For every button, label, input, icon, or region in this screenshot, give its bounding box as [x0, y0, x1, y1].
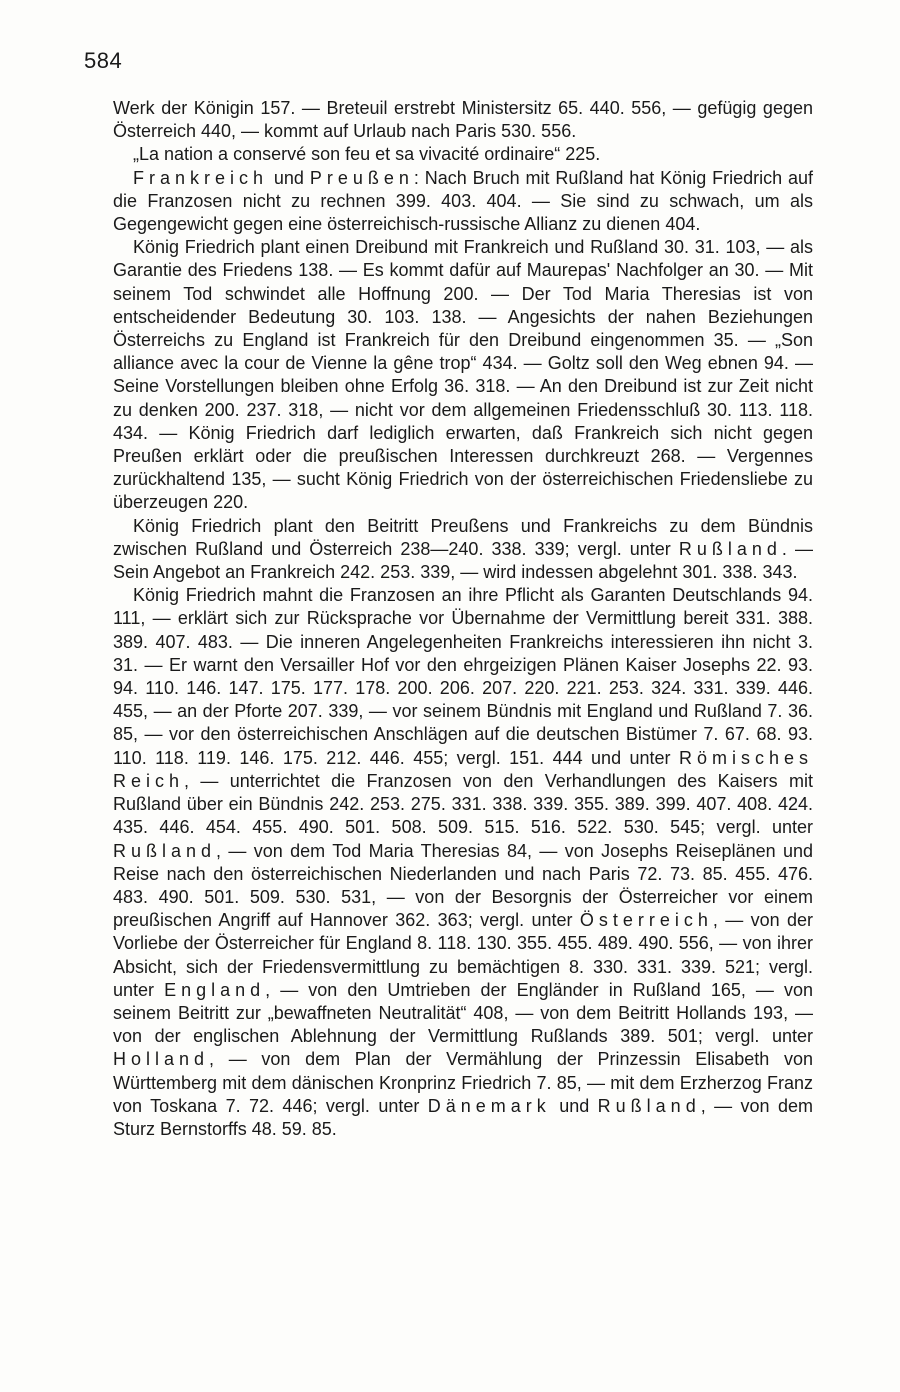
index-body-text: [113, 97, 813, 1141]
text-run: König Friedrich plant einen Dreibund mit Frankreich und Rußland 30. 31. 103, — als Garantie des Friedens 138. — Es kommt dafür auf Maurepas' Nachfolger an 30. — Mit seinem Tod schwindet alle Hoffnung 200. — Der Tod Maria Theresias ist von entscheidender Bedeutung 30. 103. 138. — Angesichts der nahen Beziehungen Österreichs zu England ist Frankreich für den Dreibund eingenommen 35. — „Son alliance avec la cour de Vienne la gêne trop“ 434. — Goltz soll den Weg ebnen 94. — Seine Vorstellungen bleiben ohne Erfolg 36. 318. — An den Dreibund ist zur Zeit nicht zu denken 200. 237. 318, — nicht vor dem allgemeinen Friedensschluß 30. 113. 118. 434. — König Friedrich darf lediglich erwarten, daß Frankreich sich nicht gegen Preußen erklärt oder die preußischen Interessen durchkreuzt 268. — Vergennes zurückhaltend 135, — sucht König Friedrich von der österreichischen Friedensliebe zu überzeugen 220.: [113, 237, 813, 513]
index-paragraph: [113, 515, 813, 585]
text-run: , — von der Vorliebe der Österreicher für England 8. 118. 130. 355. 455. 489. 490. 556, — von ihrer Absicht, sich der Friedensvermittlung zu bemächtigen 8. 330. 331. 339. 521; vergl. unter: [113, 910, 813, 1000]
index-paragraph: [113, 167, 813, 237]
text-run: , — von den Umtrieben der Engländer in Rußland 165, — von seinem Beitritt zur „bewaffneten Neutralität“ 408, — von dem Beitritt Hollands 193, — von der englischen Ablehnung der Vermittlung Rußlands 389. 501; vergl. unter: [113, 979, 814, 1047]
text-run: , — von dem Plan der Vermählung der Prinzessin Elisabeth von Württemberg mit dem dänischen Kronprinz Friedrich 7. 85, — mit dem Erzherzog Franz von Toskana 7. 72. 446; vergl. unter: [113, 1049, 813, 1116]
spaced-keyword: Rußland: [597, 1095, 701, 1116]
spaced-keyword: Preußen: [309, 167, 414, 188]
spaced-keyword: Frankreich: [133, 167, 269, 188]
text-run: , — unterrichtet die Franzosen von den Verhandlungen des Kaisers mit Rußland über ein Bündnis 242. 253. 275. 331. 338. 339. 355. 389. 399. 407. 408. 424. 435. 446. 454. 455. 490. 501. 508. 509. 515. 516. 522. 530. 545; vergl. unter: [113, 770, 813, 838]
text-run: : Nach Bruch mit Rußland hat König Friedrich auf die Franzosen nicht zu rechnen 399. 403. 404. — Sie sind zu schwach, um als Gegengewicht gegen eine österreichisch-russische Allianz zu dienen 404.: [113, 167, 813, 235]
spaced-keyword: Rußland: [113, 840, 217, 861]
spaced-keyword: England: [164, 979, 266, 1000]
index-paragraph: [113, 584, 813, 1141]
text-run: König Friedrich mahnt die Franzosen an ihre Pflicht als Garanten Deutschlands 94. 111, — erklärt sich zur Rücksprache vor Übernahme der Vermittlung bereit 331. 388. 389. 407. 483. — Die inneren Angelegenheiten Frankreichs interessieren ihn nicht 3. 31. — Er warnt den Versailler Hof vor den ehrgeizigen Plänen Kaiser Josephs 22. 93. 94. 110. 146. 147. 175. 177. 178. 200. 206. 207. 220. 221. 253. 324. 331. 339. 446. 455, — an der Pforte 207. 339, — vor seinem Bündnis mit England und Rußland 7. 36. 85, — vor den österreichischen Anschlägen auf die deutschen Bistümer 7. 67. 68. 93. 110. 118. 119. 146. 175. 212. 446. 455; vergl. 151. 444 und unter: [113, 585, 813, 768]
index-paragraph: [113, 97, 813, 143]
text-run: und: [550, 1095, 598, 1116]
spaced-keyword: Rußland: [678, 538, 782, 559]
text-run: König Friedrich plant den Beitritt Preußens und Frankreichs zu dem Bündnis zwischen Rußland und Österreich 238—240. 338. 339; vergl. unter: [113, 515, 813, 559]
text-run: . — Sein Angebot an Frankreich 242. 253. 339, — wird indessen abgelehnt 301. 338. 343.: [113, 538, 813, 583]
spaced-keyword: Österreich: [579, 910, 713, 931]
text-run: , — von dem Tod Maria Theresias 84, — von Josephs Reiseplänen und Reise nach den österreichischen Niederlanden und nach Paris 72. 73. 85. 455. 476. 483. 490. 501. 509. 530. 531, — von der Besorgnis der Österreicher vor einem preußischen Angriff auf Hannover 362. 363; vergl. unter: [113, 840, 813, 931]
spaced-keyword: Dänemark: [427, 1095, 551, 1116]
spaced-keyword: Holland: [113, 1049, 210, 1070]
text-run: „La nation a conservé son feu et sa vivacité ordinaire“ 225.: [133, 144, 601, 165]
text-run: Werk der Königin 157. — Breteuil erstrebt Ministersitz 65. 440. 556, — gefügig gegen Österreich 440, — kommt auf Urlaub nach Paris 530. 556.: [113, 98, 813, 142]
index-paragraph: [113, 143, 813, 166]
text-run: , — von dem Sturz Bernstorffs 48. 59. 85.: [113, 1095, 814, 1139]
index-paragraph: [113, 236, 813, 514]
text-run: und: [268, 167, 310, 188]
page-number: 584: [84, 48, 123, 73]
spaced-keyword: Römisches Reich: [113, 747, 813, 791]
